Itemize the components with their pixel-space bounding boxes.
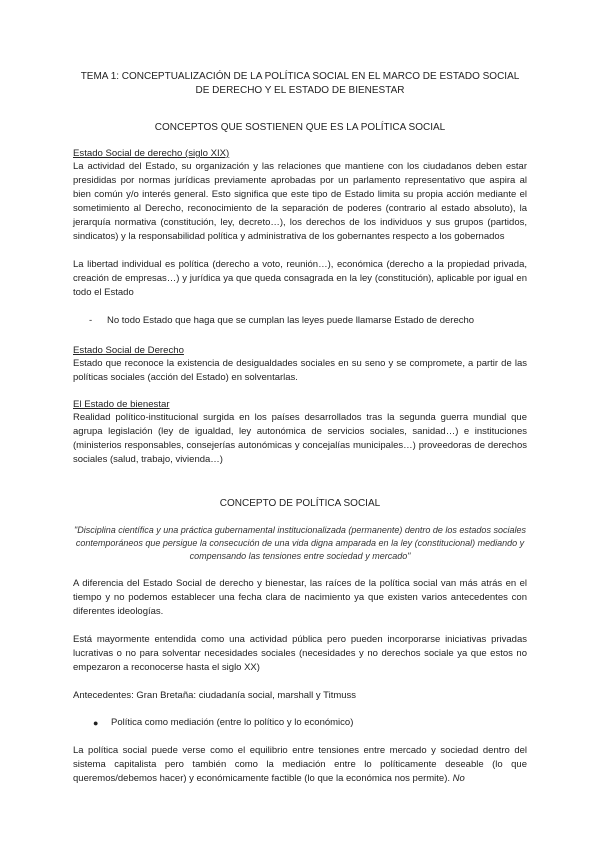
- paragraph-antecedentes: Antecedentes: Gran Bretaña: ciudadanía social, marshall y Titmuss: [73, 690, 357, 701]
- paragraph-estado-social-derecho: Estado que reconoce la existencia de desigualdades sociales en su seno y se compromete, a partir de las políticas sociales (acción del Estado) en solventarlas.: [73, 358, 527, 383]
- dash-item-text: No todo Estado que haga que se cumplan las leyes puede llamarse Estado de derecho: [107, 315, 475, 326]
- section-heading-estado-bienestar: El Estado de bienestar: [73, 399, 170, 410]
- paragraph-concept-4-text: La política social puede verse como el equilibrio entre tensiones entre mercado y sociedad dentro del sistema capitalista pero también como la mediación entre lo políticamente deseable (lo que queremos/debemos hacer) y económicamente factible (lo que la económica nos permite).: [73, 745, 527, 784]
- paragraph-concept-4: [73, 744, 527, 786]
- section-heading-estado-social: Estado Social de derecho (siglo XIX): [73, 148, 230, 159]
- dash-marker: -: [89, 315, 93, 326]
- section-heading-estado-social-derecho: Estado Social de Derecho: [73, 345, 184, 356]
- paragraph-concept-4-tail: No: [452, 773, 465, 784]
- bullet-item-text: Política como mediación (entre lo político y lo económico): [111, 717, 354, 728]
- paragraph-estado-social-1: La actividad del Estado, su organización y las relaciones que mantiene con los ciudadanos deben estar presididas por normas jurídicas previamente aprobadas por un parlamento representativo que aspira al bien común y/o interés general. Esto significa que este tipo de Estado limita su propia acción mediante el sometimiento al Derecho, reconocimiento de la separación de poderes (contrario al estado absoluto), la jerarquía normativa (constitución, ley, decreto…), los derechos de los individuos y sus grupos (partidos, sindicatos) y la responsabilidad política y administrativa de los gobernantes respecto a los gobernados: [73, 161, 527, 242]
- paragraph-concept-2: Está mayormente entendida como una actividad pública pero pueden incorporarse iniciativas privadas lucrativas o no para solventar necesidades sociales (necesidades y no derechos sociale ya que estos no empezaron a reconocerse hasta el siglo XX): [73, 634, 527, 673]
- definition-quote: "Disciplina científica y una práctica gubernamental institucionalizada (permanente) dentro de los estados sociales contemporáneos que persigue la consecución de una vida digna amparada en la ley (constitucional) mediando y compensando las tensiones entre sociedad y mercado": [74, 525, 526, 561]
- bullet-list-item: [73, 716, 527, 730]
- bullet-marker: ●: [93, 718, 99, 728]
- paragraph-estado-bienestar: Realidad político-institucional surgida en los países desarrollados tras la segunda guerra mundial que agrupa legislación (ley de igualdad, ley autonómica de servicios sociales, sanidad…) e instituciones (ministerios responsables, consejerías autonómicas y concejalías municipales…) proveedoras de derechos sociales (salud, trabajo, vivienda…): [73, 412, 527, 465]
- paragraph-concept-1: A diferencia del Estado Social de derecho y bienestar, las raíces de la política social van más atrás en el tiempo y no podemos establecer una fecha clara de nacimiento ya que existen varios antecedentes con diferentes ideologías.: [73, 578, 527, 617]
- concept-heading: CONCEPTO DE POLÍTICA SOCIAL: [219, 498, 381, 509]
- paragraph-estado-social-2: La libertad individual es política (derecho a voto, reunión…), económica (derecho a la propiedad privada, creación de empresas…) y jurídica ya que queda consagrada en la ley (constitución), aplicable por igual en todo el Estado: [73, 259, 527, 298]
- document-subtitle: CONCEPTOS QUE SOSTIENEN QUE ES LA POLÍTICA SOCIAL: [154, 122, 446, 133]
- document-title: TEMA 1: CONCEPTUALIZACIÓN DE LA POLÍTICA SOCIAL EN EL MARCO DE ESTADO SOCIAL DE DERECHO Y EL ESTADO DE BIENESTAR: [80, 71, 520, 96]
- dash-list-item: [73, 314, 527, 328]
